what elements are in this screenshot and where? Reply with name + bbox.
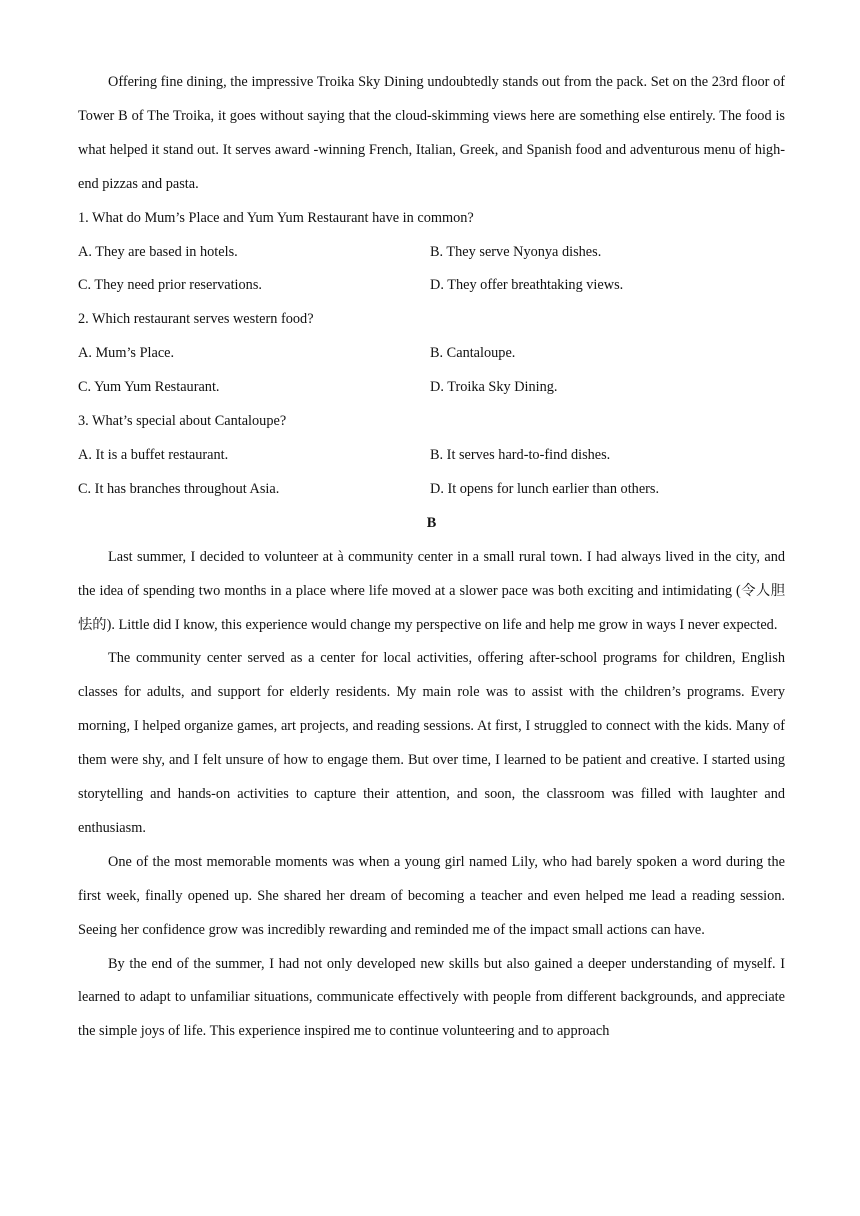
document-page [78, 66, 785, 1049]
options-row [78, 236, 785, 270]
options-row [78, 371, 785, 405]
passage-b-paragraph: The community center served as a center for local activities, offering after-school programs for children, English classes for adults, and support for elderly residents. My main role was to assist with the children’s programs. Every morning, I helped organize games, art projects, and reading sessions. At first, I struggled to connect with the kids. Many of them were shy, and I felt unsure of how to engage them. But over time, I learned to be patient and creative. I started using storytelling and hands-on activities to capture their attention, and soon, the classroom was filled with laughter and enthusiasm. [78, 650, 785, 836]
question-3 [78, 405, 785, 507]
options-row [78, 337, 785, 371]
question-stem: 2. Which restaurant serves western food? [78, 311, 314, 328]
question-stem: 3. What’s special about Cantaloupe? [78, 413, 287, 430]
option-a: A. It is a buffet restaurant. [78, 446, 229, 463]
option-a: A. They are based in hotels. [78, 243, 238, 260]
section-heading: B [426, 514, 437, 531]
question-2 [78, 303, 785, 405]
option-c: C. They need prior reservations. [78, 277, 262, 294]
options-row [78, 473, 785, 507]
option-c: C. It has branches throughout Asia. [78, 480, 280, 497]
option-d: D. Troika Sky Dining. [430, 379, 558, 396]
option-b: B. They serve Nyonya dishes. [430, 243, 602, 260]
option-c: C. Yum Yum Restaurant. [78, 379, 220, 396]
passage-a-paragraph: Offering fine dining, the impressive Troika Sky Dining undoubtedly stands out from the pack. Set on the 23rd floor of Tower B of The Troika, it goes without saying that the cloud-skimming views here are something else entirely. The food is what helped it stand out. It serves award -winning French, Italian, Greek, and Spanish food and adventurous menu of high- end pizzas and pasta. [78, 74, 785, 192]
question-stem: 1. What do Mum’s Place and Yum Yum Restaurant have in common? [78, 209, 474, 226]
option-b: B. It serves hard-to-find dishes. [430, 446, 611, 463]
passage-b-paragraph: Last summer, I decided to volunteer at à community center in a small rural town. I had always lived in the city, and the idea of spending two months in a place where life moved at a slower pace was both exciting and intimidating (令人胆怯的). Little did I know, this experience would change my perspective on life and help me grow in ways I never expected. [78, 548, 785, 633]
question-1 [78, 202, 785, 304]
options-row [78, 439, 785, 473]
passage-b-paragraph: One of the most memorable moments was when a young girl named Lily, who had barely spoken a word during the first week, finally opened up. She shared her dream of becoming a teacher and even helped me lead a reading session. Seeing her confidence grow was incredibly rewarding and reminded me of the impact small actions can have. [78, 853, 785, 938]
option-a: A. Mum’s Place. [78, 345, 175, 362]
options-row [78, 269, 785, 303]
option-b: B. Cantaloupe. [430, 345, 516, 362]
option-d: D. It opens for lunch earlier than others. [430, 480, 660, 497]
option-d: D. They offer breathtaking views. [430, 277, 624, 294]
passage-b-paragraph: By the end of the summer, I had not only developed new skills but also gained a deeper understanding of myself. I learned to adapt to unfamiliar situations, communicate effectively with people from different backgrounds, and appreciate the simple joys of life. This experience inspired me to continue volunteering and to approach [78, 955, 785, 1040]
